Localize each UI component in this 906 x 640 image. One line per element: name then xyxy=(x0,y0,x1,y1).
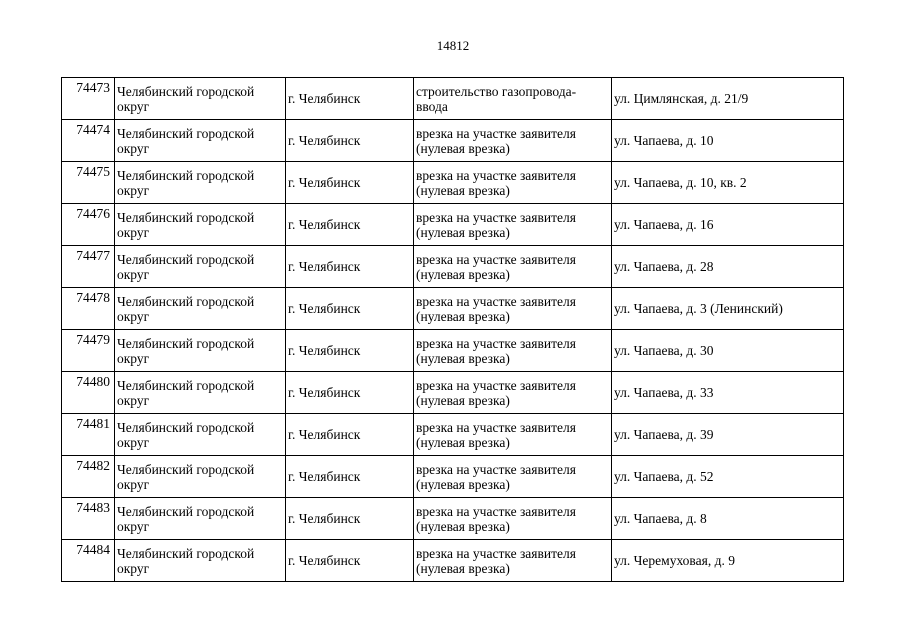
city-text: г. Челябинск xyxy=(288,427,361,442)
address-text: ул. Чапаева, д. 39 xyxy=(614,427,714,442)
table-row xyxy=(62,540,844,582)
table-row xyxy=(62,288,844,330)
city-text: г. Челябинск xyxy=(288,175,361,190)
record-number-cell xyxy=(62,120,115,162)
city-text: г. Челябинск xyxy=(288,133,361,148)
city-cell xyxy=(286,330,414,372)
work-type-text: врезка на участке заявителя xyxy=(416,293,576,309)
city-cell xyxy=(286,540,414,582)
address-text: ул. Чапаева, д. 10 xyxy=(614,133,714,148)
district-cell xyxy=(115,498,286,540)
table-row xyxy=(62,498,844,540)
district-text: Челябинский городской xyxy=(117,503,255,519)
city-text: г. Челябинск xyxy=(288,553,361,568)
district-cell xyxy=(115,456,286,498)
work-type-cell xyxy=(414,540,612,582)
city-cell xyxy=(286,204,414,246)
address-text: ул. Чапаева, д. 33 xyxy=(614,385,714,400)
work-type-text: врезка на участке заявителя xyxy=(416,167,576,183)
work-type-text: (нулевая врезка) xyxy=(416,182,510,198)
district-cell xyxy=(115,330,286,372)
district-text: Челябинский городской xyxy=(117,125,255,141)
registry-table-body xyxy=(62,78,844,582)
record-number: 74473 xyxy=(76,80,110,95)
address-text: ул. Чапаева, д. 3 (Ленинский) xyxy=(614,301,783,316)
district-text: округ xyxy=(117,98,150,114)
address-cell xyxy=(612,330,844,372)
city-text: г. Челябинск xyxy=(288,511,361,526)
table-row xyxy=(62,414,844,456)
address-text: ул. Чапаева, д. 16 xyxy=(614,217,714,232)
district-text: округ xyxy=(117,140,150,156)
work-type-text: (нулевая врезка) xyxy=(416,350,510,366)
district-cell xyxy=(115,540,286,582)
city-text: г. Челябинск xyxy=(288,259,361,274)
work-type-text: врезка на участке заявителя xyxy=(416,377,576,393)
work-type-text: (нулевая врезка) xyxy=(416,392,510,408)
address-cell xyxy=(612,78,844,120)
district-text: округ xyxy=(117,560,150,576)
table-row xyxy=(62,246,844,288)
district-cell xyxy=(115,288,286,330)
record-number-cell xyxy=(62,78,115,120)
table-row xyxy=(62,120,844,162)
district-text: округ xyxy=(117,224,150,240)
work-type-cell xyxy=(414,498,612,540)
work-type-text: врезка на участке заявителя xyxy=(416,209,576,225)
record-number: 74475 xyxy=(76,164,110,179)
work-type-text: ввода xyxy=(416,98,448,114)
work-type-text: (нулевая врезка) xyxy=(416,140,510,156)
work-type-text: врезка на участке заявителя xyxy=(416,461,576,477)
table-row xyxy=(62,204,844,246)
address-cell xyxy=(612,162,844,204)
district-text: Челябинский городской xyxy=(117,545,255,561)
city-text: г. Челябинск xyxy=(288,217,361,232)
district-cell xyxy=(115,78,286,120)
address-cell xyxy=(612,414,844,456)
city-cell xyxy=(286,78,414,120)
record-number-cell xyxy=(62,204,115,246)
address-cell xyxy=(612,288,844,330)
work-type-cell xyxy=(414,120,612,162)
district-cell xyxy=(115,204,286,246)
district-text: Челябинский городской xyxy=(117,377,255,393)
city-cell xyxy=(286,456,414,498)
district-text: Челябинский городской xyxy=(117,167,255,183)
district-text: округ xyxy=(117,476,150,492)
table-row xyxy=(62,330,844,372)
work-type-cell xyxy=(414,288,612,330)
record-number: 74478 xyxy=(76,290,110,305)
record-number: 74474 xyxy=(76,122,110,137)
address-cell xyxy=(612,204,844,246)
work-type-cell xyxy=(414,414,612,456)
district-cell xyxy=(115,414,286,456)
record-number: 74484 xyxy=(76,542,110,557)
work-type-text: (нулевая врезка) xyxy=(416,266,510,282)
record-number: 74477 xyxy=(76,248,110,263)
district-text: округ xyxy=(117,518,150,534)
work-type-text: врезка на участке заявителя xyxy=(416,335,576,351)
work-type-text: врезка на участке заявителя xyxy=(416,125,576,141)
address-text: ул. Черемуховая, д. 9 xyxy=(614,553,735,568)
address-cell xyxy=(612,540,844,582)
address-cell xyxy=(612,246,844,288)
record-number-cell xyxy=(62,246,115,288)
work-type-cell xyxy=(414,246,612,288)
address-text: ул. Чапаева, д. 10, кв. 2 xyxy=(614,175,747,190)
district-text: Челябинский городской xyxy=(117,461,255,477)
work-type-text: (нулевая врезка) xyxy=(416,518,510,534)
work-type-text: (нулевая врезка) xyxy=(416,434,510,450)
district-cell xyxy=(115,162,286,204)
work-type-cell xyxy=(414,372,612,414)
work-type-text: врезка на участке заявителя xyxy=(416,545,576,561)
address-cell xyxy=(612,456,844,498)
record-number-cell xyxy=(62,540,115,582)
district-cell xyxy=(115,120,286,162)
district-text: округ xyxy=(117,434,150,450)
district-text: Челябинский городской xyxy=(117,251,255,267)
record-number: 74483 xyxy=(76,500,110,515)
work-type-cell xyxy=(414,204,612,246)
district-cell xyxy=(115,246,286,288)
record-number-cell xyxy=(62,288,115,330)
address-text: ул. Цимлянская, д. 21/9 xyxy=(614,91,749,106)
work-type-text: врезка на участке заявителя xyxy=(416,503,576,519)
record-number-cell xyxy=(62,372,115,414)
district-text: округ xyxy=(117,182,150,198)
work-type-text: (нулевая врезка) xyxy=(416,224,510,240)
district-text: округ xyxy=(117,392,150,408)
district-text: округ xyxy=(117,308,150,324)
record-number: 74479 xyxy=(76,332,110,347)
table-row xyxy=(62,162,844,204)
work-type-text: врезка на участке заявителя xyxy=(416,419,576,435)
address-text: ул. Чапаева, д. 8 xyxy=(614,511,707,526)
record-number: 74482 xyxy=(76,458,110,473)
city-cell xyxy=(286,288,414,330)
city-text: г. Челябинск xyxy=(288,343,361,358)
district-text: округ xyxy=(117,350,150,366)
record-number-cell xyxy=(62,414,115,456)
work-type-text: (нулевая врезка) xyxy=(416,308,510,324)
city-cell xyxy=(286,414,414,456)
record-number: 74480 xyxy=(76,374,110,389)
address-cell xyxy=(612,120,844,162)
district-text: Челябинский городской xyxy=(117,419,255,435)
district-text: Челябинский городской xyxy=(117,83,255,99)
work-type-text: строительство газопровода- xyxy=(416,83,577,99)
city-cell xyxy=(286,372,414,414)
address-text: ул. Чапаева, д. 52 xyxy=(614,469,714,484)
work-type-text: врезка на участке заявителя xyxy=(416,251,576,267)
record-number-cell xyxy=(62,456,115,498)
district-text: Челябинский городской xyxy=(117,293,255,309)
city-cell xyxy=(286,246,414,288)
table-row xyxy=(62,78,844,120)
district-cell xyxy=(115,372,286,414)
district-text: округ xyxy=(117,266,150,282)
address-cell xyxy=(612,498,844,540)
work-type-cell xyxy=(414,78,612,120)
registry-table xyxy=(61,77,844,582)
work-type-text: (нулевая врезка) xyxy=(416,560,510,576)
city-cell xyxy=(286,498,414,540)
table-row xyxy=(62,372,844,414)
work-type-cell xyxy=(414,330,612,372)
table-row xyxy=(62,456,844,498)
record-number: 74476 xyxy=(76,206,110,221)
record-number-cell xyxy=(62,162,115,204)
city-text: г. Челябинск xyxy=(288,385,361,400)
address-cell xyxy=(612,372,844,414)
work-type-cell xyxy=(414,456,612,498)
district-text: Челябинский городской xyxy=(117,209,255,225)
record-number-cell xyxy=(62,498,115,540)
city-text: г. Челябинск xyxy=(288,91,361,106)
city-cell xyxy=(286,120,414,162)
record-number: 74481 xyxy=(76,416,110,431)
district-text: Челябинский городской xyxy=(117,335,255,351)
work-type-text: (нулевая врезка) xyxy=(416,476,510,492)
address-text: ул. Чапаева, д. 28 xyxy=(614,259,714,274)
record-number-cell xyxy=(62,330,115,372)
work-type-cell xyxy=(414,162,612,204)
city-text: г. Челябинск xyxy=(288,469,361,484)
page-number: 14812 xyxy=(436,38,470,53)
city-cell xyxy=(286,162,414,204)
city-text: г. Челябинск xyxy=(288,301,361,316)
address-text: ул. Чапаева, д. 30 xyxy=(614,343,714,358)
